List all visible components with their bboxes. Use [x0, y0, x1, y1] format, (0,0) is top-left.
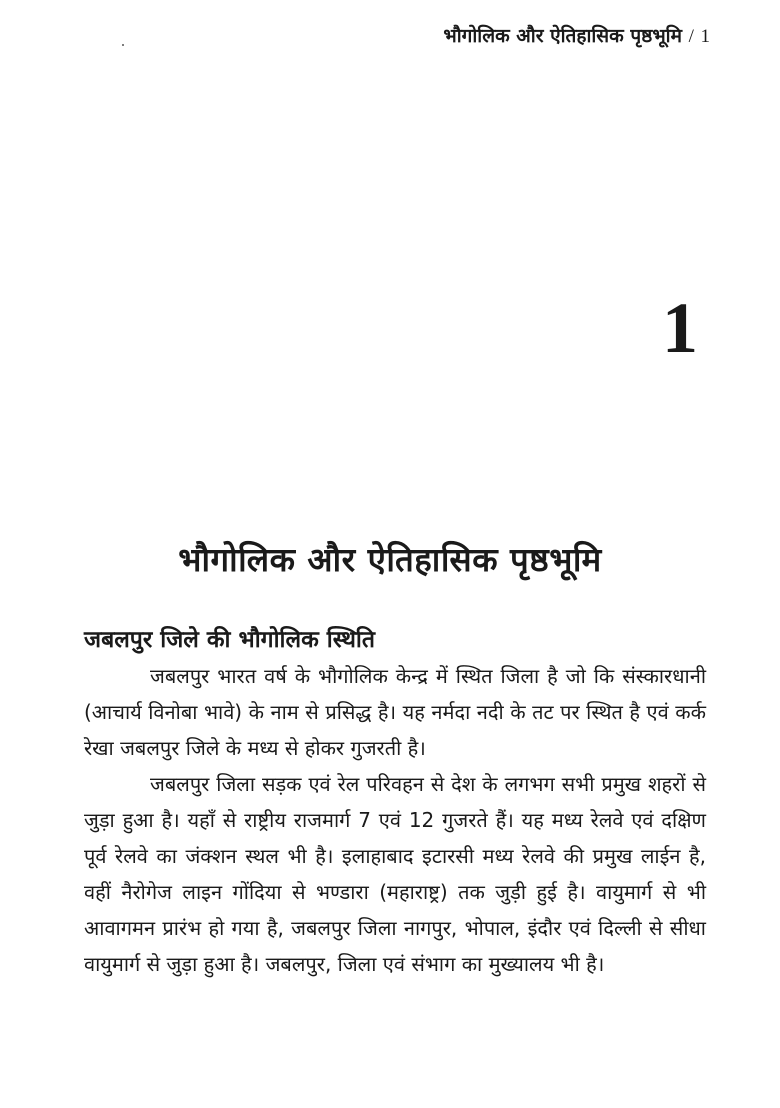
page-number: 1 [700, 26, 710, 47]
chapter-title: भौगोलिक और ऐतिहासिक पृष्ठभूमि [178, 540, 602, 579]
running-header [443, 22, 710, 48]
running-header-separator: / [688, 26, 694, 47]
body-text [84, 658, 706, 982]
print-speck [122, 44, 124, 46]
paragraph-1: जबलपुर भारत वर्ष के भौगोलिक केन्द्र में स्थित जिला है जो कि संस्कारधानी (आचार्य विनोबा भावे) के नाम से प्रसिद्ध है। यह नर्मदा नदी के तट पर स्थित है एवं कर्क रेखा जबलपुर जिले के मध्य से होकर गुजरती है। [84, 664, 706, 760]
chapter-number: 1 [662, 288, 698, 368]
section-heading: जबलपुर जिले की भौगोलिक स्थिति [84, 626, 375, 653]
paragraph-2: जबलपुर जिला सड़क एवं रेल परिवहन से देश के लगभग सभी प्रमुख शहरों से जुड़ा हुआ है। यहाँ से राष्ट्रीय राजमार्ग 7 एवं 12 गुजरते हैं। यह मध्य रेलवे एवं दक्षिण पूर्व रेलवे का जंक्शन स्थल भी है। इलाहाबाद इटारसी मध्य रेलवे की प्रमुख लाईन है, वहीं नैरोगेज लाइन गोंदिया से भण्डारा (महाराष्ट्र) तक जुड़ी हुई है। वायुमार्ग से भी आवागमन प्रारंभ हो गया है, जबलपुर जिला नागपुर, भोपाल, इंदौर एवं दिल्ली से सीधा वायुमार्ग से जुड़ा हुआ है। जबलपुर, जिला एवं संभाग का मुख्यालय भी है। [84, 772, 706, 976]
running-header-title: भौगोलिक और ऐतिहासिक पृष्ठभूमि [443, 25, 682, 47]
